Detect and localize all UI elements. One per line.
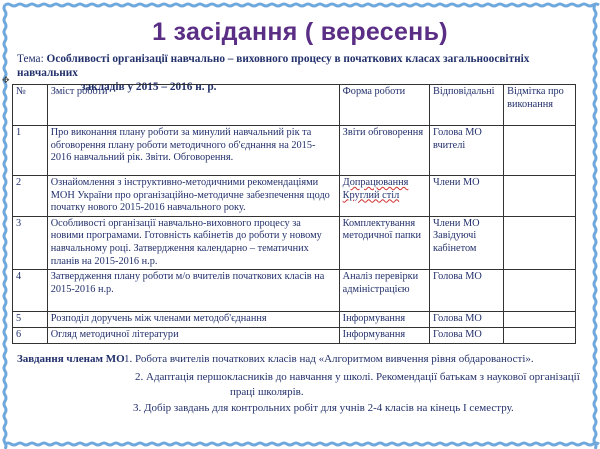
cell-responsible: Голова МО [430,328,504,344]
cell-form: Інформування [339,328,429,344]
table-row [13,216,576,269]
cell-no: 6 [13,328,48,344]
cell-mark [504,328,576,344]
table-header-row [13,85,576,126]
border-wave-edge [594,5,596,449]
table-row [13,176,576,217]
cell-mark [504,176,576,217]
topic-text-line1: Особливості організації навчально – виховного процесу в початкових класах загальноосвітніх навчальних [17,53,530,79]
cell-mark [504,216,576,269]
cell-responsible: Голова МО [430,312,504,328]
task-item-2: 2. Адаптація першокласників до навчання у школі. Рекомендації батькам з наукової організації [135,371,580,383]
cell-content: Розподіл доручень між членами методоб'єднання [47,312,339,328]
cell-no: 5 [13,312,48,328]
form-text: Допрацювання Круглий стіл [342,177,409,201]
cell-form: Звіти обговорення [339,126,429,176]
border-wave-edge [5,443,599,445]
table-move-handle-icon[interactable]: ✥ [2,76,10,86]
cell-mark [504,312,576,328]
cell-content: Затвердження плану роботи м/о вчителів початкових класів на 2015-2016 н.р. [47,270,339,312]
cell-responsible: Члени МО [430,176,504,217]
cell-content: Ознайомлення з інструктивно-методичними рекомендаціями МОН України про організаційно-методичне забезпечення щодо початку нового 2015-2016 навчального року. [47,176,339,217]
table-row [13,312,576,328]
cell-responsible: Голова МО [430,270,504,312]
table-row [13,126,576,176]
header-no: № [13,85,48,126]
cell-no: 2 [13,176,48,217]
border-wave-edge [4,5,6,449]
header-mark: Відмітка про виконання [504,85,576,126]
header-content: Зміст роботи [47,85,339,126]
task-item-2-continuation: праці школярів. [230,386,304,398]
cell-no: 1 [13,126,48,176]
cell-form: Аналіз перевірки адміністрацією [339,270,429,312]
tasks-label: Завдання членам МО [17,353,125,365]
cell-no: 4 [13,270,48,312]
cell-mark [504,126,576,176]
cell-form [339,176,429,217]
topic-label: Тема: [17,53,44,65]
table-row [13,270,576,312]
cell-content: Особливості організації навчально-виховного процесу за новими програмами. Готовність кабінетів до роботи у новому навчальному році. Затвердження календарно – тематичних планів на 2015-2016 н.р. [47,216,339,269]
cell-mark [504,270,576,312]
cell-no: 3 [13,216,48,269]
border-wave-edge [5,4,599,6]
cell-content: Огляд методичної літератури [47,328,339,344]
cell-form: Комплектування методичної папки [339,216,429,269]
task-item-3: 3. Добір завдань для контрольних робіт для учнів 2-4 класів на кінець І семестру. [133,402,514,414]
topic-text-line2: закладів у 2015 – 2016 н. р. [81,81,217,93]
task-item-1: 1. Робота вчителів початкових класів над «Алгоритмом вивчення рівня обдарованості». [124,353,534,365]
table-row [13,328,576,344]
cell-responsible: Голова МО вчителі [430,126,504,176]
cell-form: Інформування [339,312,429,328]
header-responsible: Відповідальні [430,85,504,126]
plan-table [12,84,576,344]
cell-content: Про виконання плану роботи за минулий навчальний рік та обговорення плану роботи методичного об'єднання на 2015-2016 навчальний рік. Звіти. Обговорення. [47,126,339,176]
cell-responsible: Члени МО Завідуючі кабінетом [430,216,504,269]
page-title: 1 засідання ( вересень) [152,18,448,46]
header-form: Форма роботи [339,85,429,126]
